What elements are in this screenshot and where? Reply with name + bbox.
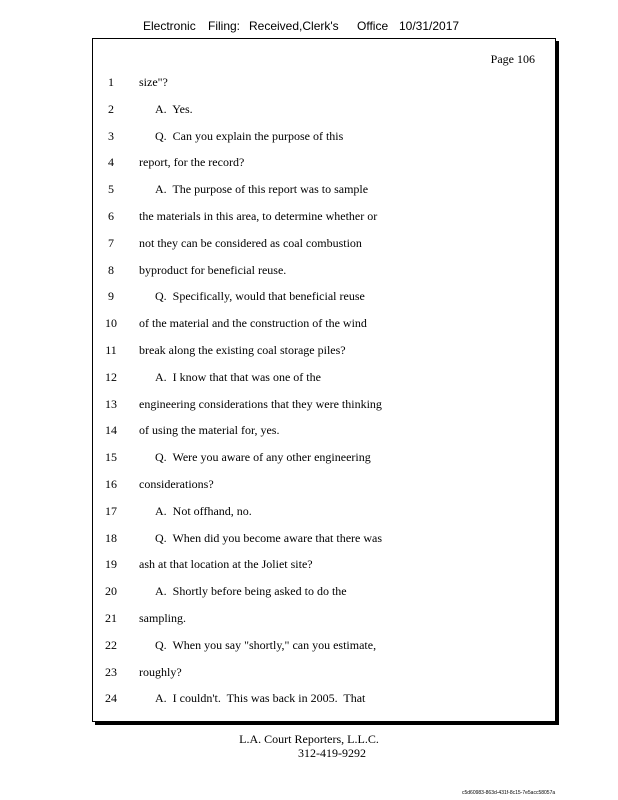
page-number: Page 106 bbox=[490, 52, 535, 66]
line-number: 10 bbox=[105, 316, 117, 331]
line-text: Q. When did you become aware that there was bbox=[155, 530, 383, 545]
line-number: 9 bbox=[108, 289, 114, 304]
line-text: A. I know that that was one of the bbox=[155, 369, 321, 384]
line-text: ash at that location at the Joliet site? bbox=[139, 557, 313, 572]
line-text: sampling. bbox=[139, 611, 186, 625]
line-number: 23 bbox=[105, 664, 117, 679]
line-text: of using the material for, yes. bbox=[139, 423, 280, 438]
line-text: considerations? bbox=[139, 477, 214, 491]
stamp-label: Electronic bbox=[143, 19, 196, 33]
line-text: A. I couldn't. This was back in 2005. That bbox=[155, 691, 366, 706]
line-text: the materials in this area, to determine whether or bbox=[139, 209, 378, 223]
line-number: 12 bbox=[105, 369, 117, 384]
line-number: 19 bbox=[105, 557, 117, 572]
line-text: break along the existing coal storage piles? bbox=[139, 343, 346, 357]
line-number: 14 bbox=[105, 423, 117, 438]
line-number: 3 bbox=[108, 128, 114, 143]
document-id: c5d60983-863d-431f-8c15-7e5acc58057a bbox=[462, 790, 556, 796]
line-text: engineering considerations that they were thinking bbox=[139, 396, 382, 411]
line-number: 4 bbox=[108, 155, 114, 170]
line-number: 7 bbox=[108, 235, 114, 250]
line-text: Q. Can you explain the purpose of this bbox=[155, 128, 344, 143]
line-text: A. Yes. bbox=[155, 101, 193, 116]
line-text: not they can be considered as coal combustion bbox=[139, 235, 362, 250]
line-text: Q. When you say "shortly," can you estimate, bbox=[155, 637, 377, 652]
line-number: 22 bbox=[105, 637, 117, 652]
transcript-page bbox=[92, 38, 556, 722]
line-text: report, for the record? bbox=[139, 155, 245, 170]
line-text: of the material and the construction of the wind bbox=[139, 316, 367, 331]
stamp-date: 10/31/2017 bbox=[399, 19, 460, 33]
line-text: A. Not offhand, no. bbox=[155, 503, 252, 518]
line-number: 16 bbox=[105, 477, 117, 491]
line-number: 1 bbox=[108, 75, 114, 89]
court-reporter-phone: 312-419-9292 bbox=[298, 746, 366, 760]
line-number: 24 bbox=[105, 691, 117, 706]
footer bbox=[0, 732, 618, 760]
stamp-office: Office bbox=[357, 19, 389, 33]
line-number: 20 bbox=[105, 584, 117, 599]
line-number: 8 bbox=[108, 262, 114, 277]
court-reporter-name: L.A. Court Reporters, L.L.C. bbox=[239, 732, 379, 746]
line-text: roughly? bbox=[139, 664, 182, 679]
line-number: 11 bbox=[105, 343, 117, 357]
line-number: 13 bbox=[105, 396, 117, 411]
line-text: Q. Were you aware of any other engineering bbox=[155, 450, 371, 465]
line-text: Q. Specifically, would that beneficial reuse bbox=[155, 289, 365, 304]
line-number: 18 bbox=[105, 530, 117, 545]
line-number: 21 bbox=[105, 611, 117, 625]
line-number: 6 bbox=[108, 209, 114, 223]
line-text: A. Shortly before being asked to do the bbox=[155, 584, 347, 599]
stamp-filing: Filing: bbox=[208, 19, 241, 33]
line-number: 15 bbox=[105, 450, 117, 465]
line-text: A. The purpose of this report was to sample bbox=[155, 182, 369, 197]
stamp-received: Received,Clerk's bbox=[249, 19, 339, 33]
line-number: 5 bbox=[108, 182, 114, 197]
line-text: byproduct for beneficial reuse. bbox=[139, 262, 287, 277]
line-number: 17 bbox=[105, 503, 117, 518]
line-text: size"? bbox=[139, 75, 168, 89]
line-number: 2 bbox=[108, 101, 114, 116]
